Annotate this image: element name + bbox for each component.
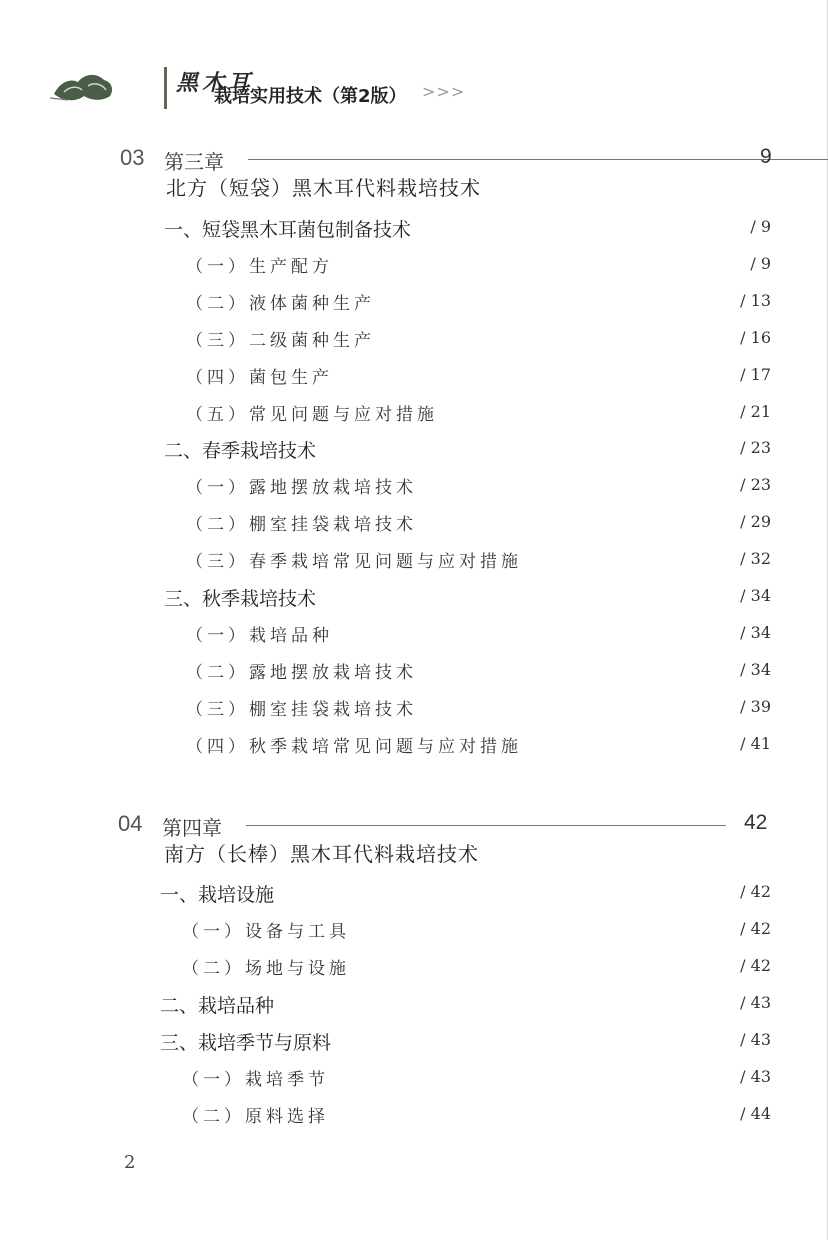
chapter-page: 42 [744, 811, 768, 834]
toc-entry-page: / 41 [740, 733, 771, 753]
toc-entry-page: / 34 [740, 622, 771, 642]
toc-entry-title: （四）秋季栽培常见问题与应对措施 [186, 736, 522, 757]
toc-entry-title: （五）常见问题与应对措施 [186, 404, 438, 425]
toc-entry-title: 三、秋季栽培技术 [164, 588, 317, 610]
toc-entry[interactable] [0, 917, 828, 947]
fungus-logo-icon [50, 64, 116, 108]
toc-entry-title: （二）场地与设施 [182, 959, 350, 979]
toc-entry-title: （一）露地摆放栽培技术 [186, 478, 417, 499]
toc-entry-page: / 23 [740, 475, 771, 495]
chapter-title: 北方（短袋）黑木耳代料栽培技术 [166, 176, 481, 200]
toc-entry[interactable] [0, 473, 828, 503]
book-subtitle: 栽培实用技术（第2版） [214, 86, 407, 107]
toc-entry-title: （二）棚室挂袋栽培技术 [186, 515, 417, 536]
toc-entry[interactable] [0, 252, 828, 282]
toc-entry-page: / 9 [750, 253, 771, 273]
chapter-page: 9 [760, 145, 772, 168]
toc-entry[interactable] [0, 584, 828, 614]
toc-entry-title: 二、春季栽培技术 [164, 440, 317, 463]
toc-entry-page: / 42 [740, 919, 771, 938]
toc-entry-page: / 43 [740, 993, 771, 1012]
toc-entry-page: / 42 [740, 956, 771, 975]
toc-entry[interactable] [0, 1102, 828, 1132]
toc-entry-title: 二、栽培品种 [160, 995, 275, 1017]
toc-entry-page: / 39 [740, 696, 771, 716]
chapter-3-heading [120, 145, 780, 205]
toc-entry[interactable] [0, 1028, 828, 1058]
toc-entry-title: （二）液体菌种生产 [186, 293, 375, 314]
toc-entry[interactable] [0, 510, 828, 540]
toc-entry-title: 一、短袋黑木耳菌包制备技术 [164, 219, 412, 241]
chapter-label: 第三章 [164, 150, 224, 174]
toc-entry[interactable] [0, 400, 828, 430]
chapter-number: 04 [118, 811, 143, 836]
chapter-title: 南方（长棒）黑木耳代料栽培技术 [164, 842, 479, 866]
toc-entry-page: / 42 [740, 882, 771, 901]
toc-entry[interactable] [0, 658, 828, 688]
toc-entry-title: 三、栽培季节与原料 [160, 1032, 332, 1054]
toc-entry-page: / 43 [740, 1030, 771, 1049]
toc-entry[interactable] [0, 215, 828, 245]
toc-entry-title: （二）原料选择 [182, 1107, 329, 1127]
toc-entry-title: （一）设备与工具 [182, 922, 350, 942]
toc-entry-page: / 43 [740, 1067, 771, 1086]
toc-entry[interactable] [0, 695, 828, 725]
toc-entry[interactable] [0, 363, 828, 393]
chapter-number: 03 [120, 145, 145, 170]
toc-entry[interactable] [0, 547, 828, 577]
toc-entry-title: （三）棚室挂袋栽培技术 [186, 699, 417, 720]
book-brand: 黑木耳 [176, 70, 255, 96]
page-number: 2 [124, 1152, 136, 1173]
toc-entry-page: / 17 [740, 364, 771, 384]
header-divider [164, 67, 167, 109]
toc-entry-page: / 29 [740, 512, 771, 532]
toc-entry[interactable] [0, 880, 828, 910]
chapter-rule [248, 159, 828, 160]
toc-entry-page: / 34 [740, 586, 771, 605]
toc-entry-page: / 32 [740, 549, 771, 569]
toc-entry[interactable] [0, 436, 828, 466]
toc-entry[interactable] [0, 621, 828, 651]
toc-entry[interactable] [0, 991, 828, 1021]
toc-entry-title: （四）菌包生产 [186, 367, 333, 388]
header-arrows: >>> [422, 82, 466, 101]
running-header [50, 62, 570, 112]
toc-entry[interactable] [0, 326, 828, 356]
toc-entry-title: （一）生产配方 [186, 256, 333, 277]
toc-entry-title: （三）二级菌种生产 [186, 330, 375, 351]
toc-entry[interactable] [0, 954, 828, 984]
toc-entry[interactable] [0, 732, 828, 762]
toc-entry-page: / 34 [740, 659, 771, 679]
toc-entry-page: / 13 [740, 290, 771, 310]
chapter-4-heading [118, 811, 778, 871]
toc-entry-page: / 21 [740, 401, 771, 421]
toc-entry-page: / 9 [750, 217, 771, 236]
toc-entry-title: 一、栽培设施 [160, 884, 275, 906]
toc-entry-title: （二）露地摆放栽培技术 [186, 662, 417, 683]
toc-entry[interactable] [0, 289, 828, 319]
chapter-rule [246, 825, 726, 826]
toc-entry-title: （一）栽培品种 [186, 625, 333, 646]
toc-entry-title: （一）栽培季节 [182, 1070, 329, 1090]
chapter-label: 第四章 [162, 816, 222, 840]
toc-entry-title: （三）春季栽培常见问题与应对措施 [186, 552, 522, 573]
toc-entry-page: / 16 [740, 327, 771, 347]
toc-entry-page: / 23 [740, 438, 771, 458]
toc-entry[interactable] [0, 1065, 828, 1095]
toc-entry-page: / 44 [740, 1104, 771, 1123]
